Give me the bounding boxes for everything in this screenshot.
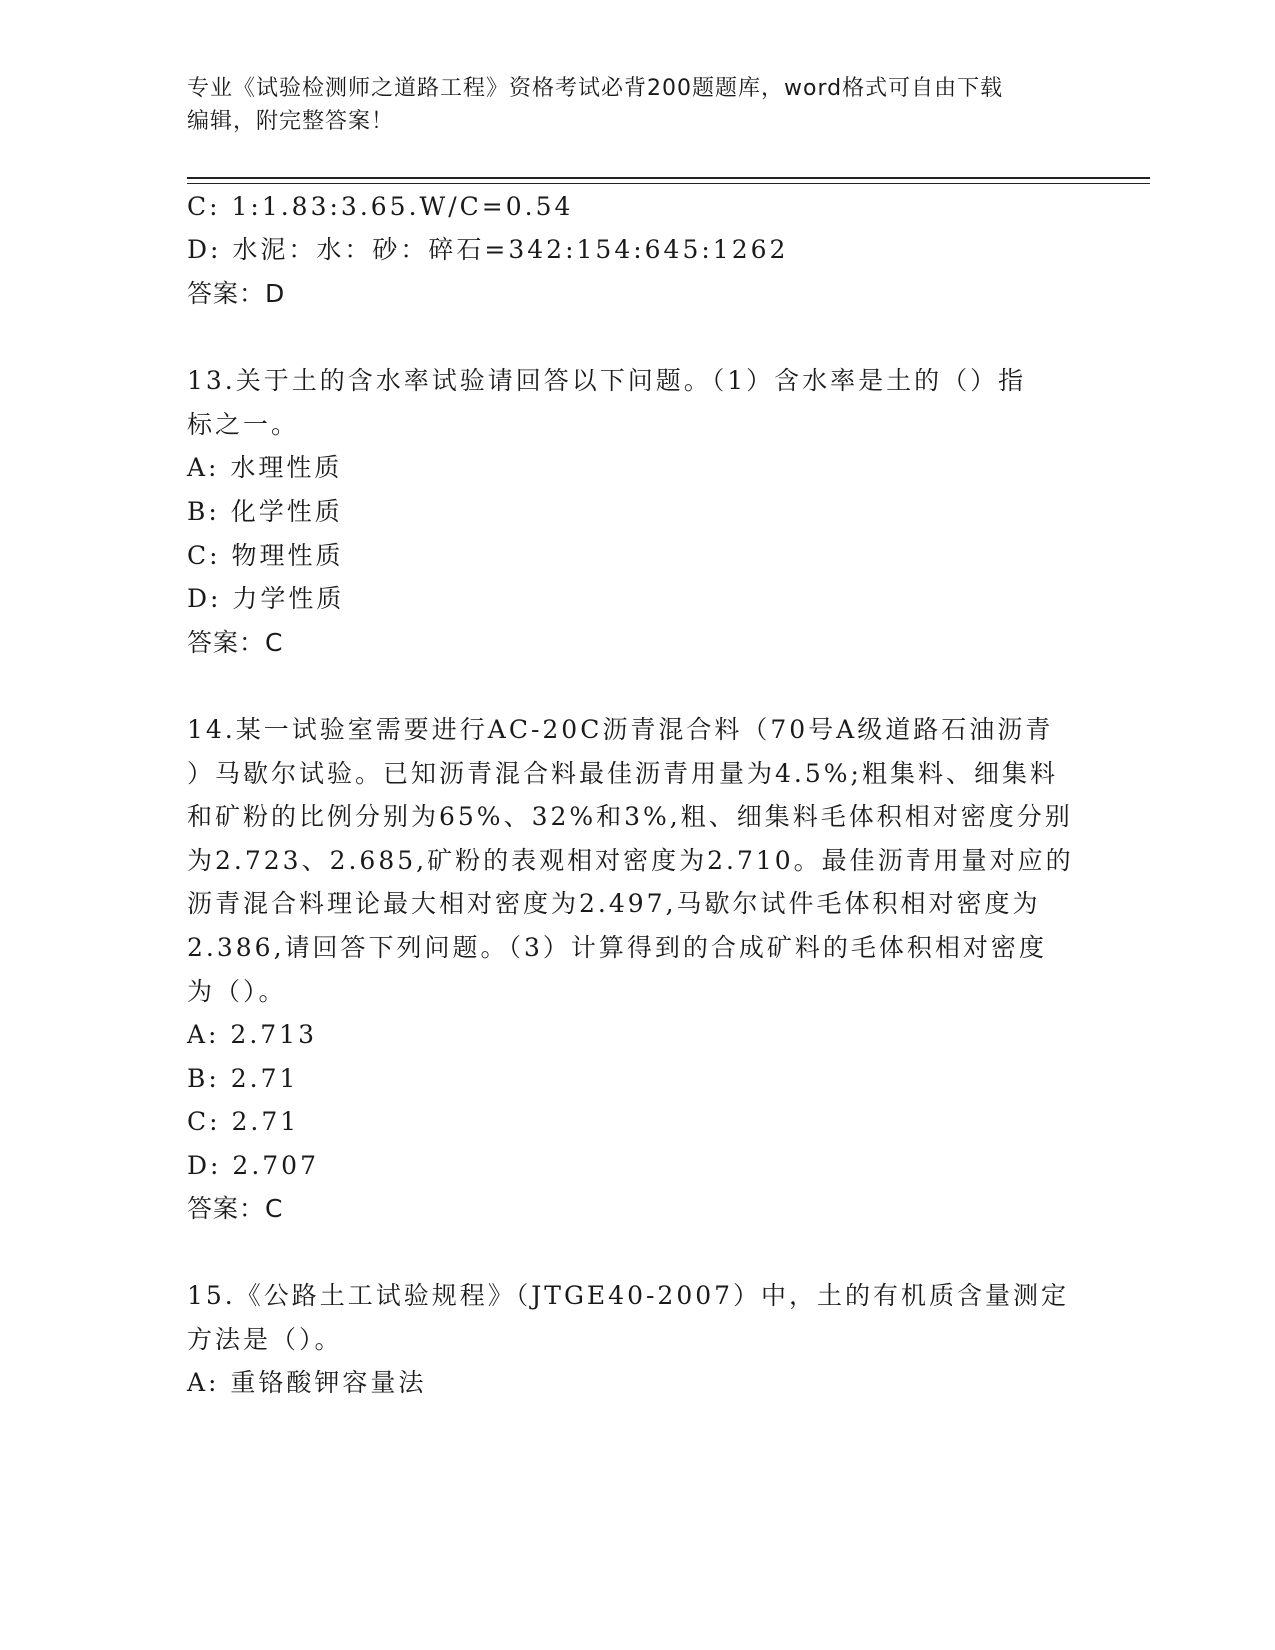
header-divider-thick: [187, 177, 1150, 179]
header-divider-thin: [187, 183, 1150, 184]
q14-stem-line-5: 沥青混合料理论最大相对密度为2.497,马歇尔试件毛体积相对密度为: [187, 889, 1041, 918]
q14-option-b: B: 2.71: [187, 1064, 299, 1093]
q14-option-c: C: 2.71: [187, 1107, 300, 1136]
q13-option-d: D: 力学性质: [187, 584, 345, 613]
header-line-1: 专业《试验检测师之道路工程》资格考试必背200题题库，word格式可自由下载: [187, 76, 1004, 101]
header-line-2: 编辑，附完整答案！: [187, 109, 395, 134]
q14-stem-line-1: 14.某一试验室需要进行AC-20C沥青混合料（70号A级道路石油沥青: [187, 715, 1054, 744]
q14-option-d: D: 2.707: [187, 1151, 319, 1180]
q15-option-a: A: 重铬酸钾容量法: [187, 1368, 427, 1397]
q12-option-d: D: 水泥：水：砂：碎石=342:154:645:1262: [187, 235, 789, 264]
q14-stem-line-4: 为2.723、2.685,矿粉的表观相对密度为2.710。最佳沥青用量对应的: [187, 846, 1074, 875]
q13-option-c: C: 物理性质: [187, 541, 344, 570]
q14-stem-line-2: ）马歇尔试验。已知沥青混合料最佳沥青用量为4.5%;粗集料、细集料: [187, 759, 1058, 788]
document-header: [187, 72, 1087, 138]
q12-option-c: C: 1:1.83:3.65.W/C=0.54: [187, 192, 574, 221]
q13-option-b: B: 化学性质: [187, 497, 343, 526]
q14-stem-line-7: 为（）。: [187, 977, 287, 1006]
q13-stem-line-2: 标之一。: [187, 410, 300, 439]
q15-stem-line-2: 方法是（）。: [187, 1325, 343, 1354]
q13-option-a: A: 水理性质: [187, 453, 343, 482]
q12-answer: 答案：D: [187, 279, 286, 308]
q13-answer: 答案：C: [187, 628, 284, 657]
q15-stem-line-1: 15.《公路土工试验规程》（JTGE40-2007）中，土的有机质含量测定: [187, 1281, 1070, 1310]
q14-answer: 答案：C: [187, 1194, 284, 1223]
q13-stem-line-1: 13.关于土的含水率试验请回答以下问题。（1）含水率是土的（）指: [187, 366, 1027, 395]
q14-option-a: A: 2.713: [187, 1020, 317, 1049]
q14-stem-line-3: 和矿粉的比例分别为65%、32%和3%,粗、细集料毛体积相对密度分别: [187, 802, 1073, 831]
q14-stem-line-6: 2.386,请回答下列问题。（3）计算得到的合成矿料的毛体积相对密度: [187, 933, 1047, 962]
